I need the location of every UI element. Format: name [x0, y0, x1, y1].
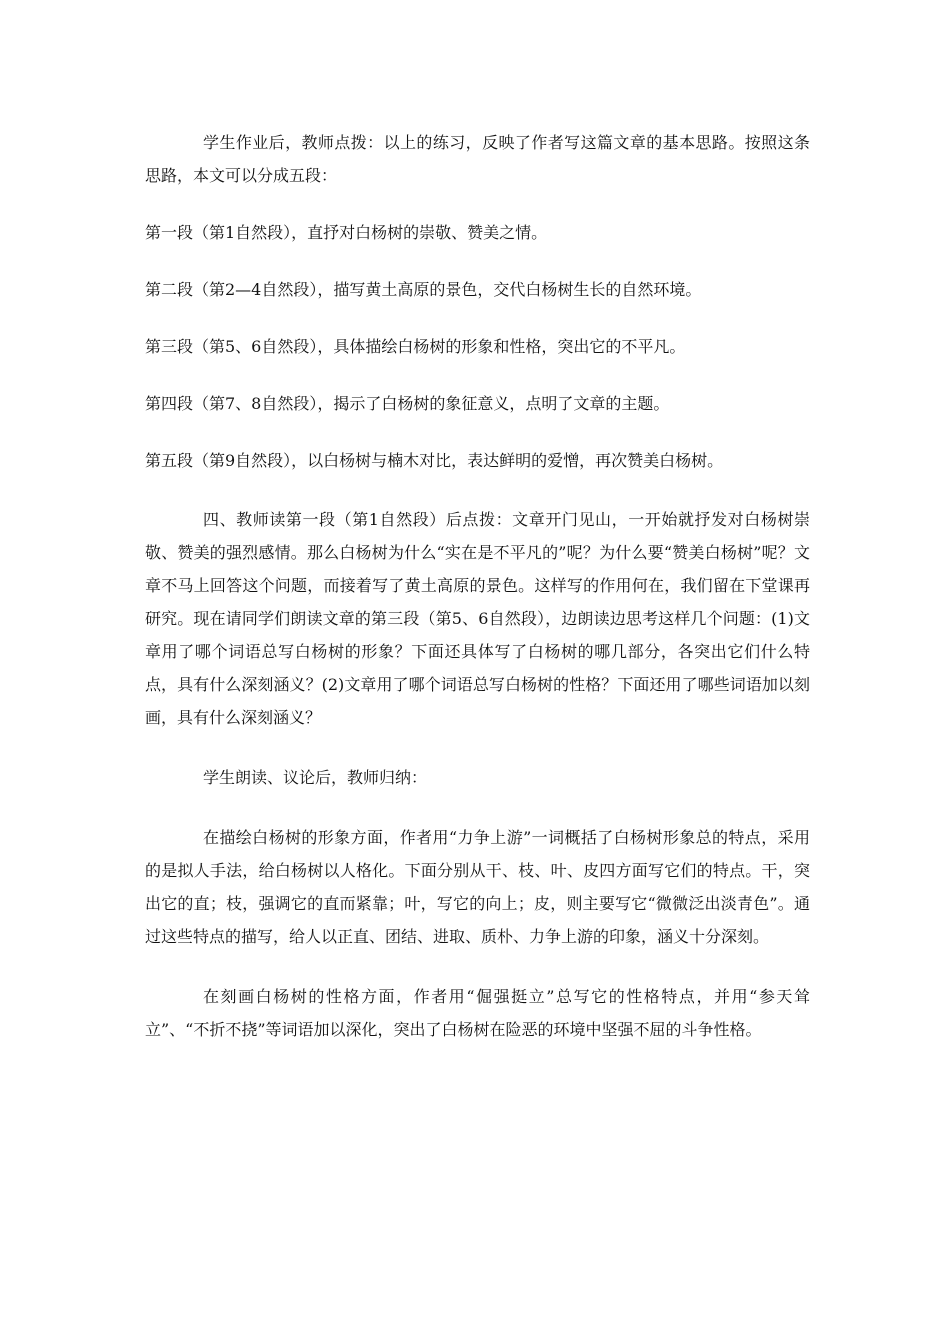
paragraph-character-analysis: 在刻画白杨树的性格方面，作者用“倔强挺立”总写它的性格特点，并用“参天耸立”、“不折不挠”等词语加以深化，突出了白杨树在险恶的环境中坚强不屈的斗争性格。 [145, 987, 810, 1039]
paragraph-image-analysis: 在描绘白杨树的形象方面，作者用“力争上游”一词概括了白杨树形象总的特点，采用的是拟人手法，给白杨树以人格化。下面分别从干、枝、叶、皮四方面写它们的特点。干，突出它的直；枝，强调它的直而紧靠；叶，写它的向上；皮，则主要写它“微微泛出淡青色”。通过这些特点的描写，给人以正直、团结、进取、质朴、力争上游的印象，涵义十分深刻。 [145, 828, 810, 946]
paragraph-section-three: 第三段（第5、6自然段），具体描绘白杨树的形象和性格，突出它的不平凡。 [145, 337, 686, 356]
paragraph-teacher-guidance: 学生作业后，教师点拨：以上的练习，反映了作者写这篇文章的基本思路。按照这条思路，本文可以分成五段： [145, 133, 810, 185]
paragraph-section-two: 第二段（第2—4自然段），描写黄土高原的景色，交代白杨树生长的自然环境。 [145, 280, 702, 299]
document-body [145, 126, 810, 1046]
paragraph-step-four: 四、教师读第一段（第1自然段）后点拨：文章开门见山，一开始就抒发对白杨树崇敬、赞美的强烈感情。那么白杨树为什么“实在是不平凡的”呢？为什么要“赞美白杨树”呢？文章不马上回答这个问题，而接着写了黄土高原的景色。这样写的作用何在，我们留在下堂课再研究。现在请同学们朗读文章的第三段（第5、6自然段），边朗读边思考这样几个问题：(1)文章用了哪个词语总写白杨树的形象？下面还具体写了白杨树的哪几部分，各突出它们什么特点，具有什么深刻涵义？(2)文章用了哪个词语总写白杨树的性格？下面还用了哪些词语加以刻画，具有什么深刻涵义？ [145, 510, 810, 727]
paragraph-section-four: 第四段（第7、8自然段），揭示了白杨树的象征意义，点明了文章的主题。 [145, 394, 670, 413]
paragraph-section-five: 第五段（第9自然段），以白杨树与楠木对比，表达鲜明的爱憎，再次赞美白杨树。 [145, 451, 724, 470]
paragraph-summary-intro: 学生朗读、议论后，教师归纳： [203, 768, 428, 787]
paragraph-section-one: 第一段（第1自然段），直抒对白杨树的崇敬、赞美之情。 [145, 223, 548, 242]
